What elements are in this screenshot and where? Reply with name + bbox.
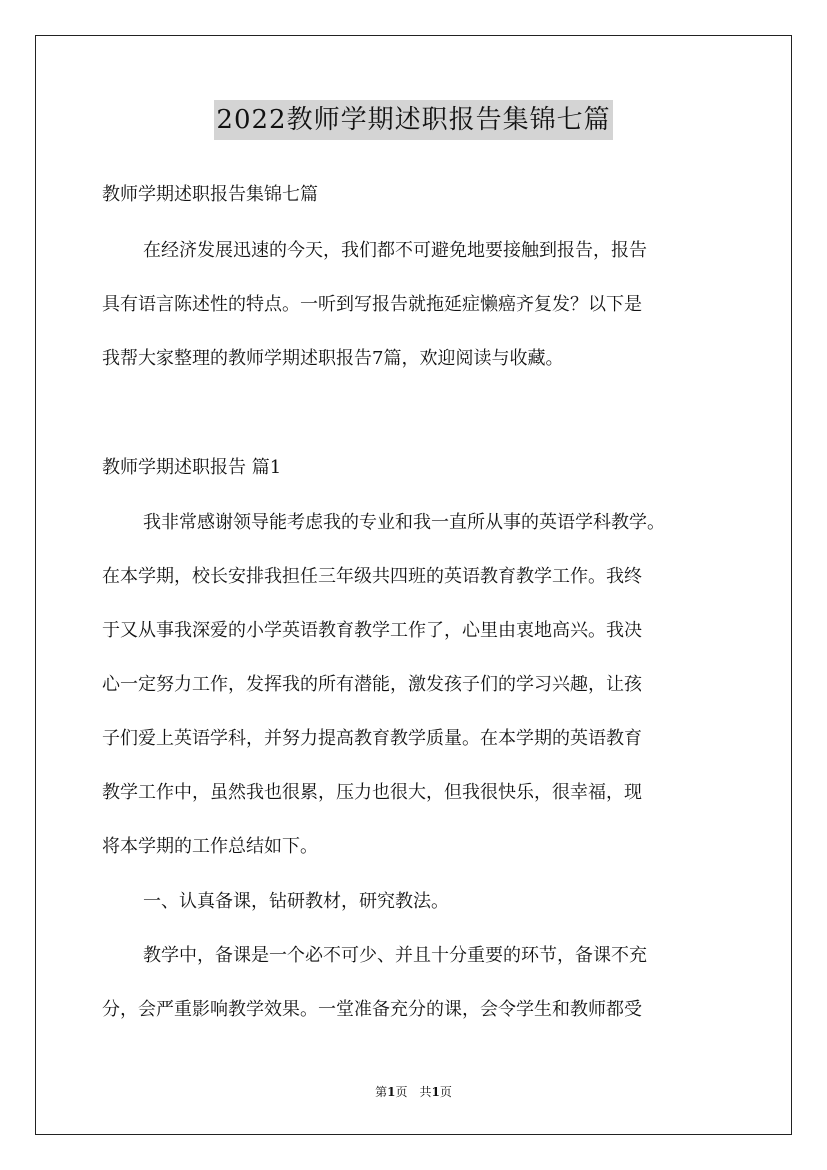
document-subtitle: 教师学期述职报告集锦七篇 [102,184,318,205]
paragraph1-line-2: 在本学期，校长安排我担任三年级共四班的英语教育教学工作。我终 [102,566,642,587]
title-container [0,100,827,140]
paragraph1-line-4: 心一定努力工作，发挥我的所有潜能，激发孩子们的学习兴趣，让孩 [102,674,642,695]
page-footer [0,1083,827,1100]
footer-suffix: 页 [439,1085,452,1099]
paragraph1-line-1: 我非常感谢领导能考虑我的专业和我一直所从事的英语学科教学。 [143,512,665,533]
document-title: 2022教师学期述职报告集锦七篇 [214,100,612,140]
paragraph1-line-3: 于又从事我深爱的小学英语教育教学工作了，心里由衷地高兴。我决 [102,620,642,641]
section-heading: 教师学期述职报告 篇1 [102,457,282,478]
paragraph1-line-5: 子们爱上英语学科，并努力提高教育教学质量。在本学期的英语教育 [102,728,642,749]
paragraph2-line-1: 教学中，备课是一个必不可少、并且十分重要的环节，备课不充 [143,945,647,966]
paragraph1-line-7: 将本学期的工作总结如下。 [102,836,318,857]
footer-prefix: 第 [375,1085,388,1099]
footer-page-current: 1 [387,1085,396,1099]
point1-heading: 一、认真备课，钻研教材，研究教法。 [143,891,449,912]
intro-line-1: 在经济发展迅速的今天，我们都不可避免地要接触到报告，报告 [143,240,647,261]
paragraph1-line-6: 教学工作中，虽然我也很累，压力也很大，但我很快乐，很幸福，现 [102,782,642,803]
intro-line-2: 具有语言陈述性的特点。一听到写报告就拖延症懒癌齐复发？以下是 [102,294,642,315]
intro-line-3: 我帮大家整理的教师学期述职报告7篇，欢迎阅读与收藏。 [102,348,564,369]
footer-page-total: 1 [431,1085,440,1099]
footer-mid: 页 共 [395,1085,432,1099]
paragraph2-line-2: 分，会严重影响教学效果。一堂准备充分的课，会令学生和教师都受 [102,999,642,1020]
